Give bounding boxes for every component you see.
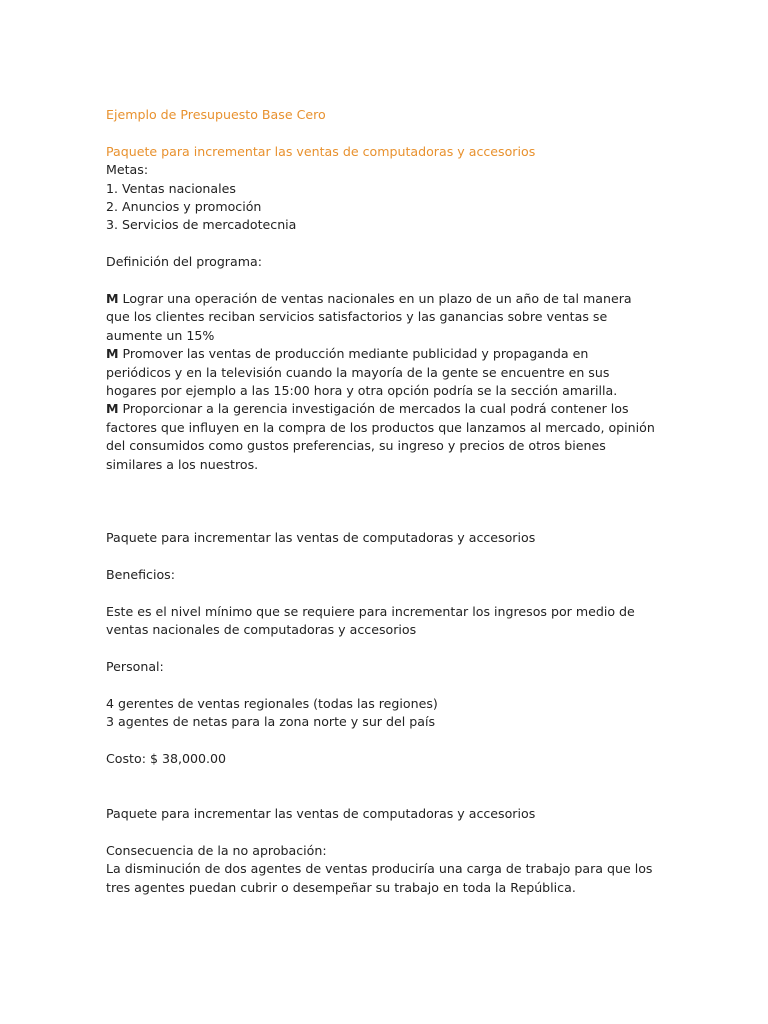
- spacer: [106, 584, 666, 602]
- spacer: [106, 272, 666, 290]
- metas-label: Metas:: [106, 162, 149, 178]
- item-marker: M: [106, 346, 119, 362]
- document-body: [106, 106, 666, 897]
- meta-item-3: 3. Servicios de mercadotecnia: [106, 217, 297, 233]
- spacer: [106, 640, 666, 658]
- section-2-heading: Paquete para incrementar las ventas de computadoras y accesorios: [106, 530, 536, 546]
- spacer: [106, 235, 666, 253]
- spacer: [106, 124, 666, 142]
- consequence-text: La disminución de dos agentes de ventas produciría una carga de trabajo para que los tres agentes puedan cubrir o desempeñar su trabajo en toda la República.: [106, 861, 653, 895]
- meta-item-2: 2. Anuncios y promoción: [106, 199, 262, 215]
- consequence-label: Consecuencia de la no aprobación:: [106, 843, 327, 859]
- spacer: [106, 511, 666, 529]
- definition-item-3: [106, 400, 656, 474]
- item-text: Lograr una operación de ventas nacionales en un plazo de un año de tal manera que los clientes reciban servicios satisfactorios y las ganancias sobre ventas se aumente un 15%: [106, 291, 632, 343]
- spacer: [106, 474, 666, 492]
- definition-item-2: [106, 345, 656, 400]
- item-marker: M: [106, 291, 119, 307]
- spacer: [106, 492, 666, 510]
- section-3-heading: Paquete para incrementar las ventas de computadoras y accesorios: [106, 806, 536, 822]
- personal-item-2: 3 agentes de netas para la zona norte y sur del país: [106, 714, 435, 730]
- spacer: [106, 768, 666, 786]
- item-text: Promover las ventas de producción mediante publicidad y propaganda en periódicos y en la televisión cuando la mayoría de la gente se encuentre en sus hogares por ejemplo a las 15:00 hora y otra opción podría se la sección amarilla.: [106, 346, 618, 399]
- spacer: [106, 787, 666, 805]
- item-text: Proporcionar a la gerencia investigación de mercados la cual podrá contener los factores que influyen en la compra de los productos que lanzamos al mercado, opinión del consumidos como gustos preferencias, su ingreso y precios de otros bienes similares a los nuestros.: [106, 401, 655, 472]
- meta-item-1: 1. Ventas nacionales: [106, 180, 236, 196]
- benefits-label: Beneficios:: [106, 567, 175, 583]
- spacer: [106, 676, 666, 694]
- document-title: Ejemplo de Presupuesto Base Cero: [106, 107, 326, 122]
- definition-item-1: [106, 290, 656, 345]
- personal-label: Personal:: [106, 659, 164, 675]
- spacer: [106, 732, 666, 750]
- definition-label: Definición del programa:: [106, 254, 262, 270]
- benefits-text: Este es el nivel mínimo que se requiere para incrementar los ingresos por medio de ventas nacionales de computadoras y accesorios: [106, 603, 635, 638]
- section-1-heading: Paquete para incrementar las ventas de computadoras y accesorios: [106, 143, 536, 159]
- spacer: [106, 548, 666, 566]
- spacer: [106, 824, 666, 842]
- item-marker: M: [106, 401, 119, 417]
- personal-item-1: 4 gerentes de ventas regionales (todas las regiones): [106, 695, 438, 711]
- cost-line: Costo: $ 38,000.00: [106, 751, 227, 767]
